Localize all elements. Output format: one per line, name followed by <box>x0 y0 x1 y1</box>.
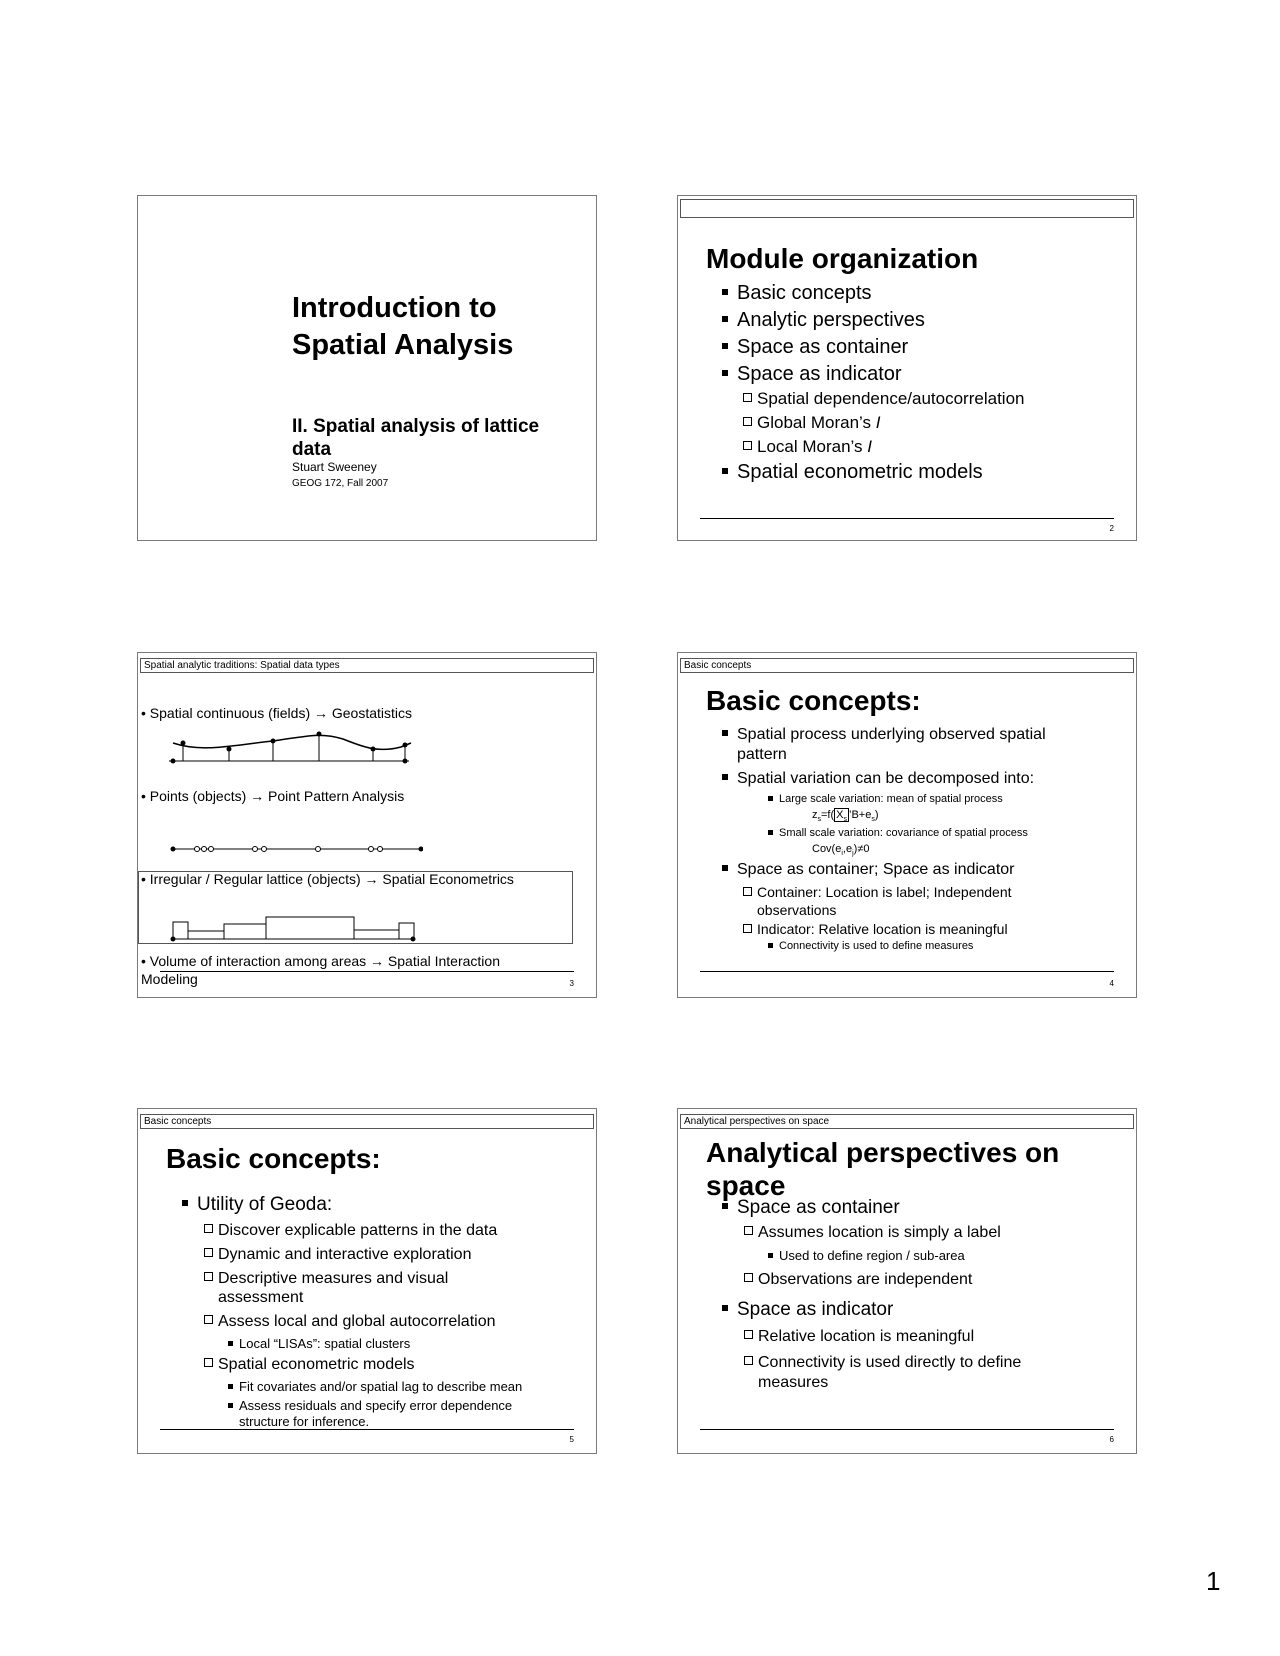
slide-1-subtitle-line2: data <box>292 439 332 460</box>
slide-4-title: Basic concepts: <box>706 685 921 716</box>
bullet-box-icon <box>204 1224 213 1233</box>
slide-5-s5: Spatial econometric models <box>204 1356 415 1374</box>
bullet-square-icon <box>722 730 728 736</box>
slide-6-title-line2: space <box>706 1170 786 1201</box>
slide-2-title: Module organization <box>706 243 979 274</box>
bullet-box-icon <box>744 1273 753 1282</box>
slide-1 <box>137 195 597 541</box>
slide-5-s4: Assess local and global autocorrelation <box>204 1313 496 1331</box>
slide-3 <box>137 652 597 998</box>
bullet-box-icon <box>204 1248 213 1257</box>
slide-5-title: Basic concepts: <box>166 1143 381 1174</box>
bullet-box-icon <box>744 1356 753 1365</box>
slide-4-header: Basic concepts <box>680 658 1134 673</box>
slide-6-b2: Space as indicator <box>722 1299 893 1321</box>
bullet-box-icon <box>204 1315 213 1324</box>
bullet-square-icon <box>722 1305 728 1311</box>
bullet-box-icon <box>743 441 752 450</box>
slide-2-number: 2 <box>1109 524 1114 533</box>
bullet-square-icon <box>722 468 728 474</box>
slide-5-s5b-line2: structure for inference. <box>239 1414 370 1429</box>
slide-6-b1: Space as container <box>722 1197 900 1219</box>
slide-2-bullet-2: Analytic perspectives <box>722 309 925 332</box>
slide-6-title-line1: Analytical perspectives on <box>706 1137 1060 1168</box>
bullet-box-icon <box>204 1272 213 1281</box>
slide-2 <box>677 195 1137 541</box>
slide-6-b1a: Assumes location is simply a label <box>744 1224 1001 1242</box>
slide-1-subtitle-line1: II. Spatial analysis of lattice <box>292 416 540 437</box>
slide-6-b1a1: Used to define region / sub-area <box>768 1248 965 1263</box>
bullet-square-icon <box>722 865 728 871</box>
slide-3-number: 3 <box>569 979 574 988</box>
bullet-square-icon <box>768 1253 773 1258</box>
slide-4-b1-line1: Spatial process underlying observed spatial <box>722 726 1046 744</box>
slide-4-formula-mean: $z_s=f$( $X_s$ $’B+e_s$) <box>812 809 879 824</box>
bullet-square-icon <box>228 1384 233 1389</box>
bullet-square-icon <box>182 1200 188 1206</box>
slide-3-item-1: • Spatial continuous (fields) → Geostatistics <box>141 705 413 721</box>
slide-2-subbullet-1: Spatial dependence/autocorrelation <box>743 389 1024 409</box>
slide-3-item-3: • Irregular / Regular lattice (objects) → Spatial Econometrics <box>141 871 514 887</box>
bullet-box-icon <box>744 1330 753 1339</box>
bullet-box-icon <box>204 1358 213 1367</box>
slide-4-formula-cov: $Cov(e_i,e_j)\ne 0$ <box>812 843 870 858</box>
slide-3-item-4-line2: Modeling <box>141 971 198 987</box>
slide-1-course: GEOG 172, Fall 2007 <box>292 478 389 489</box>
slide-5-s3-line1: Descriptive measures and visual <box>204 1270 448 1288</box>
slide-4-b2a: Large scale variation: mean of spatial process <box>768 793 1003 805</box>
slide-2-subbullet-2: Global Moran’s I <box>743 413 881 433</box>
slide-6-number: 6 <box>1109 1435 1114 1444</box>
slide-3-footer-line <box>160 971 574 972</box>
slide-5-header: Basic concepts <box>140 1114 594 1129</box>
slide-5-s2: Dynamic and interactive exploration <box>204 1246 471 1264</box>
slide-1-title-line2: Spatial Analysis <box>292 329 514 361</box>
bullet-box-icon <box>743 887 752 896</box>
page-number: 1 <box>1206 1566 1221 1596</box>
field-curve-diagram <box>163 729 423 765</box>
bullet-square-icon <box>722 316 728 322</box>
slide-5-s3-line2: assessment <box>218 1289 304 1306</box>
slide-4-footer-line <box>700 971 1114 972</box>
slide-3-header: Spatial analytic traditions: Spatial data types <box>140 658 594 673</box>
slide-4-number: 4 <box>1109 979 1114 988</box>
bullet-box-icon <box>743 393 752 402</box>
slide-4 <box>677 652 1137 998</box>
slide-1-title-line1: Introduction to <box>292 292 497 324</box>
slide-5-s5b-line1: Assess residuals and specify error dependence <box>228 1398 512 1413</box>
slide-4-b3: Space as container; Space as indicator <box>722 861 1015 879</box>
bullet-square-icon <box>768 796 773 801</box>
slide-3-item-4-line1: • Volume of interaction among areas → Spatial Interaction <box>141 953 500 969</box>
slide-5-footer-line <box>160 1429 574 1430</box>
slide-5-number: 5 <box>569 1435 574 1444</box>
point-pattern-diagram <box>163 843 423 855</box>
slide-4-b2b: Small scale variation: covariance of spatial process <box>768 827 1028 839</box>
slide-6-header: Analytical perspectives on space <box>680 1114 1134 1129</box>
slide-6-footer-line <box>700 1429 1114 1430</box>
bullet-square-icon <box>768 830 773 835</box>
slide-4-b3b1: Connectivity is used to define measures <box>768 940 973 952</box>
slide-4-b3b: Indicator: Relative location is meaningful <box>743 921 1008 937</box>
slide-6-b1b: Observations are independent <box>744 1271 972 1289</box>
bullet-square-icon <box>768 943 773 948</box>
slide-4-b3a-line2: observations <box>757 902 837 918</box>
slide-2-subbullet-3: Local Moran’s I <box>743 437 872 457</box>
slide-6 <box>677 1108 1137 1454</box>
slide-5-s4a: Local “LISAs”: spatial clusters <box>228 1336 410 1351</box>
bullet-box-icon <box>743 417 752 426</box>
slide-3-item-2: • Points (objects) → Point Pattern Analysis <box>141 788 405 804</box>
slide-6-b2a: Relative location is meaningful <box>744 1328 974 1346</box>
bullet-box-icon <box>743 924 752 933</box>
bullet-square-icon <box>722 1203 728 1209</box>
slide-6-b2b-line2: measures <box>758 1374 829 1391</box>
slide-1-author: Stuart Sweeney <box>292 460 377 474</box>
slide-5 <box>137 1108 597 1454</box>
slide-2-bullet-4: Space as indicator <box>722 363 902 386</box>
slide-5-s1: Discover explicable patterns in the data <box>204 1222 497 1240</box>
slide-5-s5a: Fit covariates and/or spatial lag to describe mean <box>228 1379 522 1394</box>
slide-4-b2: Spatial variation can be decomposed into: <box>722 770 1034 788</box>
slide-2-bullet-3: Space as container <box>722 336 908 359</box>
lattice-diagram <box>163 915 423 943</box>
bullet-square-icon <box>722 343 728 349</box>
slide-2-header-bar <box>680 199 1134 218</box>
bullet-square-icon <box>722 774 728 780</box>
slide-4-b1-line2: pattern <box>737 746 787 763</box>
slide-6-b2b-line1: Connectivity is used directly to define <box>744 1354 1021 1372</box>
slide-2-bullet-5: Spatial econometric models <box>722 461 983 484</box>
slide-5-b1: Utility of Geoda: <box>182 1194 332 1216</box>
bullet-square-icon <box>228 1403 233 1408</box>
slide-4-b3a-line1: Container: Location is label; Independent <box>743 884 1012 900</box>
bullet-square-icon <box>722 370 728 376</box>
slide-2-footer-line <box>700 518 1114 519</box>
bullet-square-icon <box>722 289 728 295</box>
slide-2-bullet-1: Basic concepts <box>722 282 872 305</box>
bullet-square-icon <box>228 1341 233 1346</box>
bullet-box-icon <box>744 1226 753 1235</box>
